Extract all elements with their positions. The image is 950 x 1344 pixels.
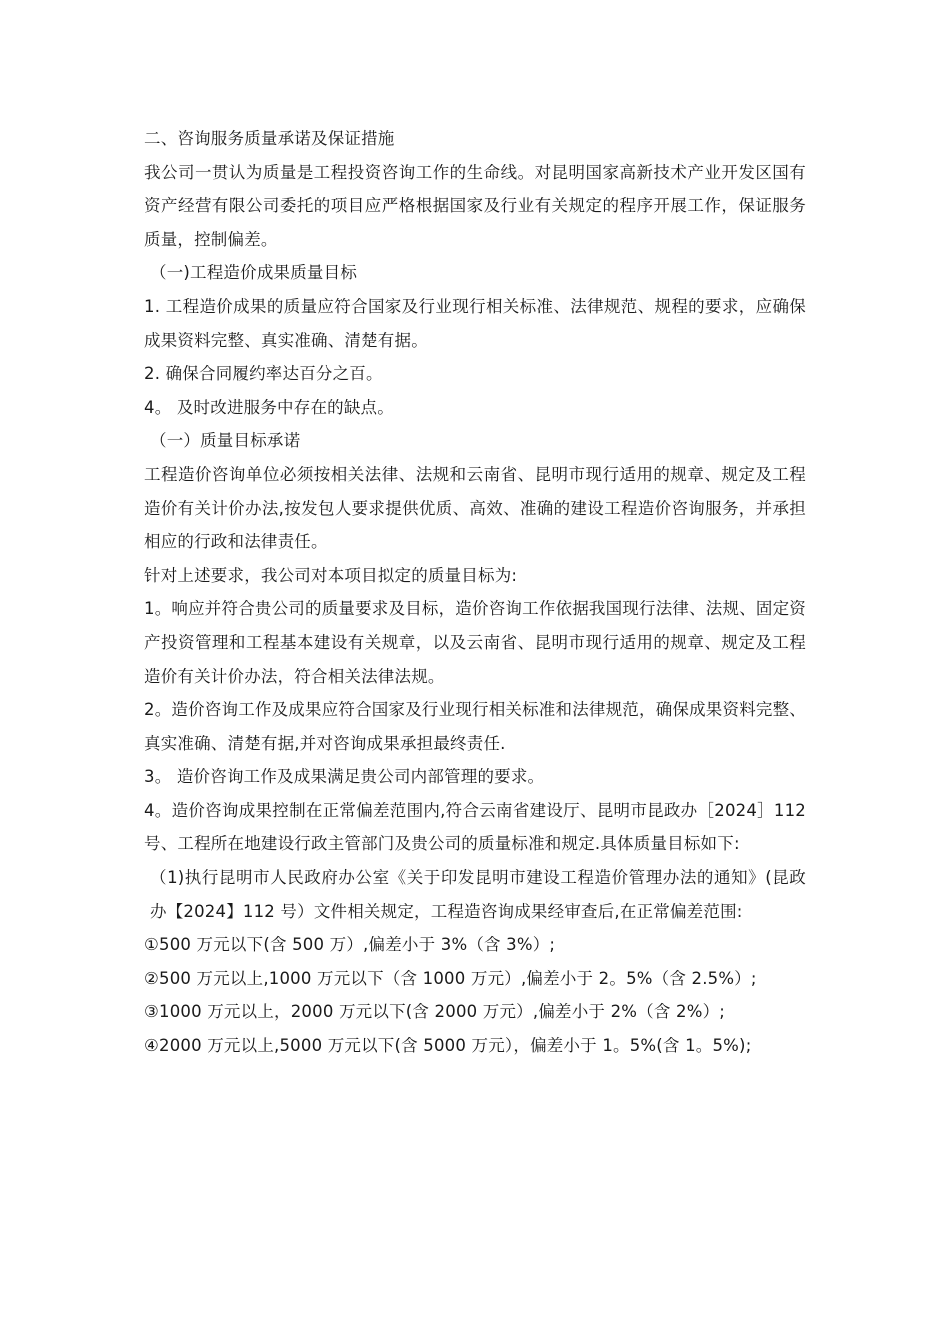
subsection-heading-commitment: （一）质量目标承诺 [150, 431, 301, 451]
target-item-2: 2。造价咨询工作及成果应符合国家及行业现行相关标准和法律规范，确保成果资料完整、真实准确、清楚有据,并对咨询成果承担最终责任. [144, 700, 806, 753]
section-heading: 二、咨询服务质量承诺及保证措施 [144, 129, 395, 148]
goal-item-1: 1. 工程造价成果的质量应符合国家及行业现行相关标准、法律规范、规程的要求，应确保成果资料完整、真实准确、清楚有据。 [144, 296, 806, 350]
target-item-3: 3。 造价咨询工作及成果满足贵公司内部管理的要求。 [144, 767, 545, 787]
regulation-paragraph: （1)执行昆明市人民政府办公室《关于印发昆明市建设工程造价管理办法的通知》(昆政办【2024】112 号）文件相关规定，工程造咨询成果经审查后,在正常偏差范围: [150, 868, 806, 921]
deviation-item-1: ①500 万元以下(含 500 万）,偏差小于 3%（含 3%）; [144, 935, 556, 955]
document-body [144, 122, 806, 1063]
target-item-4: 4。造价咨询成果控制在正常偏差范围内,符合云南省建设厅、昆明市昆政办［2024］112 号、工程所在地建设行政主管部门及贵公司的质量标准和规定.具体质量目标如下: [144, 800, 806, 854]
goal-item-4: 4。 及时改进服务中存在的缺点。 [144, 397, 394, 417]
intro-paragraph: 我公司一贯认为质量是工程投资咨询工作的生命线。对昆明国家高新技术产业开发区国有资产经营有限公司委托的项目应严格根据国家及行业有关规定的程序开展工作，保证服务质量，控制偏差。 [144, 162, 806, 249]
subsection-heading-quality-goal: （一)工程造价成果质量目标 [150, 263, 358, 283]
deviation-item-4: ④2000 万元以上,5000 万元以下(含 5000 万元），偏差小于 1。5%(含 1。5%); [144, 1036, 752, 1056]
commitment-paragraph: 工程造价咨询单位必须按相关法律、法规和云南省、昆明市现行适用的规章、规定及工程造价有关计价办法,按发包人要求提供优质、高效、准确的建设工程造价咨询服务，并承担相应的行政和法律责任。 [144, 464, 806, 552]
target-item-1: 1。响应并符合贵公司的质量要求及目标，造价咨询工作依据我国现行法律、法规、固定资产投资管理和工程基本建设有关规章，以及云南省、昆明市现行适用的规章、规定及工程造价有关计价办法，符合相关法律法规。 [144, 599, 806, 686]
target-intro: 针对上述要求，我公司对本项目拟定的质量目标为: [144, 565, 518, 585]
deviation-item-3: ③1000 万元以上，2000 万元以下(含 2000 万元）,偏差小于 2%（含 2%）; [144, 1002, 726, 1022]
deviation-item-2: ②500 万元以上,1000 万元以下（含 1000 万元）,偏差小于 2。5%（含 2.5%）; [144, 968, 757, 988]
goal-item-2: 2. 确保合同履约率达百分之百。 [144, 364, 383, 384]
